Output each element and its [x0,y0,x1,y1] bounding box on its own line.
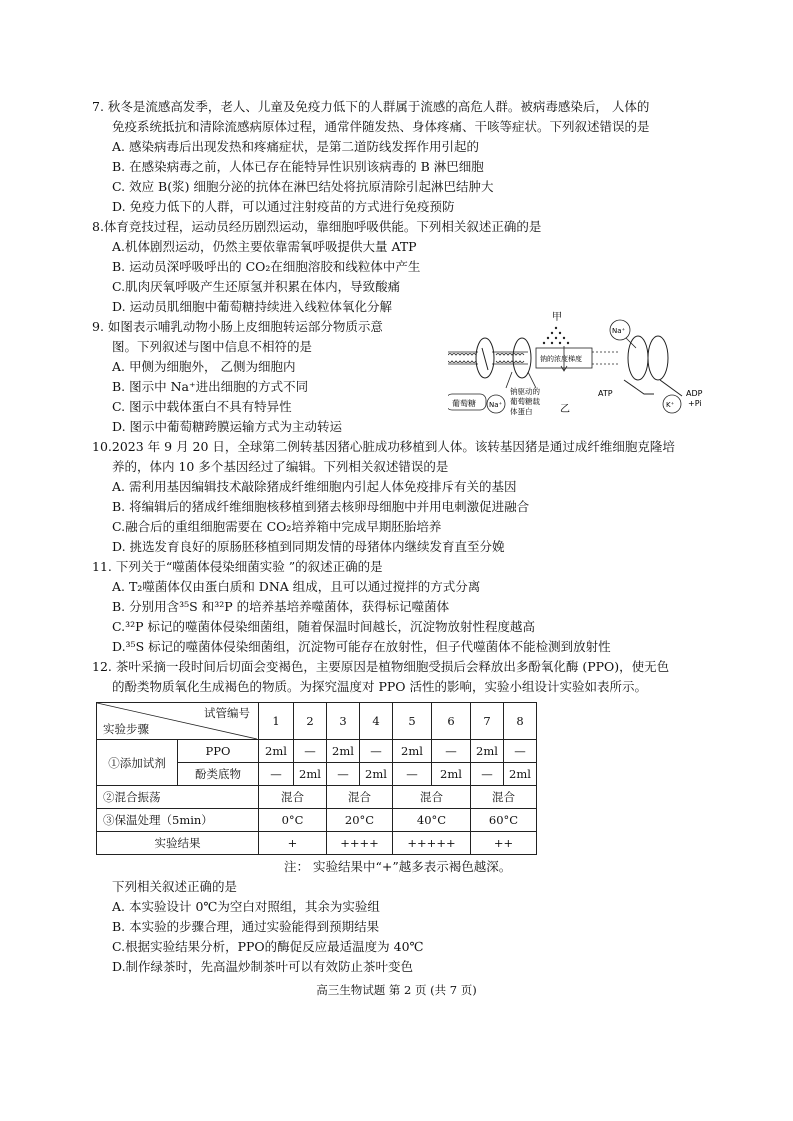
experiment-table [96,702,537,855]
k-label: K⁺ [666,401,675,409]
q10-option-b: B. 将编辑后的猪成纤维细胞核移植到猪去核卵母细胞中并用电刺激促进融合 [112,499,530,514]
q11-option-a: A. T₂噬菌体仅由蛋白质和 DNA 组成，且可以通过搅拌的方式分离 [112,579,481,594]
table-cell: — [294,740,327,763]
q9-membrane-figure [448,308,728,428]
table-cell: ++++ [327,832,393,855]
temp-label: ③保温处理（5min） [97,809,259,832]
q7-stem-2: 免疫系统抵抗和清除流感病原体过程，通常伴随发热、身体疼痛、干咳等症状。下列叙述错误的是 [112,119,650,134]
q9-stem-2: 图。下列叙述与图中信息不相符的是 [112,339,313,354]
fig-label-yi: 乙 [560,404,570,415]
q8-option-c: C.肌肉厌氧呼吸产生还原氢并积累在体内，导致酸痛 [112,279,401,294]
tube-number: 5 [393,703,432,740]
table-cell: — [471,763,504,786]
tube-header: 试管编号 [204,706,250,720]
q11-option-c: C.³²P 标记的噬菌体侵染细菌组，随着保温时间越长，沉淀物放射性程度越高 [112,619,535,634]
table-cell: 2ml [393,740,432,763]
q9-option-a: A. 甲侧为细胞外， 乙侧为细胞内 [112,359,296,374]
q12-option-c: C.根据实验结果分析，PPO的酶促反应最适温度为 40℃ [112,939,424,954]
q8-option-a: A.机体剧烈运动，仍然主要依靠需氧呼吸提供大量 ATP [112,239,417,254]
na-label-top: Na⁺ [612,327,626,335]
table-cell: + [259,832,327,855]
membrane-left [448,352,528,364]
atp-label: ATP [598,389,613,398]
q12-stem-2: 的酚类物质氧化生成褐色的物质。为探究温度对 PPO 活性的影响，实验小组设计实验如表所示。 [112,679,648,694]
ppo-label: PPO [178,740,259,763]
pi-label: +Pi [688,399,702,408]
carrier-label-1: 钠驱动的 [510,387,540,396]
q11-option-b: B. 分别用含³⁵S 和³²P 的培养基培养噬菌体，获得标记噬菌体 [112,599,450,614]
q12-option-a: A. 本实验设计 0℃为空白对照组，其余为实验组 [112,899,380,914]
table-cell: ++ [471,832,537,855]
table-row-ppo [97,740,537,763]
q9-stem-1: 9. 如图表示哺乳动物小肠上皮细胞转运部分物质示意 [92,319,383,334]
table-cell: 20°C [327,809,393,832]
table-cell: 2ml [504,763,537,786]
gradient-label: 钠的浓度梯度 [540,355,582,363]
tube-number: 1 [259,703,294,740]
q10-option-d: D. 挑选发育良好的原肠胚移植到同期发情的母猪体内继续发育直至分娩 [112,539,505,554]
result-label: 实验结果 [97,832,259,855]
table-cell: — [504,740,537,763]
q7-option-d: D. 免疫力低下的人群，可以通过注射疫苗的方式进行免疫预防 [112,199,455,214]
table-cell: 混合 [327,786,393,809]
q9-option-d: D. 图示中葡萄糖跨膜运输方式为主动转运 [112,419,343,434]
phenol-label: 酚类底物 [178,763,259,786]
q8-option-b: B. 运动员深呼吸呼出的 CO₂在细胞溶胶和线粒体中产生 [112,259,421,274]
q7-stem-1: 7. 秋冬是流感高发季，老人、儿童及免疫力低下的人群属于流感的高危人群。被病毒感染后， 人体的 [92,99,650,114]
table-cell: 混合 [259,786,327,809]
q12-option-d: D.制作绿茶时，先高温炒制茶叶可以有效防止茶叶变色 [112,959,414,974]
adp-label: ADP [686,389,703,398]
step-header: 实验步骤 [103,722,149,736]
table-cell: — [393,763,432,786]
table-row-mix [97,786,537,809]
carrier-label-2: 葡萄糖载 [510,397,540,406]
na-label-bottom: Na⁺ [489,401,503,409]
table-header-row [97,703,537,740]
mix-label: ②混合振荡 [97,786,259,809]
table-note: 注： 实验结果中“+”越多表示褐色越深。 [284,859,512,874]
q10-option-c: C.融合后的重组细胞需要在 CO₂培养箱中完成早期胚胎培养 [112,519,442,534]
q12-option-b: B. 本实验的步骤合理，通过实验能得到预期结果 [112,919,380,934]
tube-number: 2 [294,703,327,740]
q9-option-b: B. 图示中 Na⁺进出细胞的方式不同 [112,379,309,394]
table-row-temp [97,809,537,832]
tube-number: 3 [327,703,360,740]
q11-stem: 11. 下列关于“噬菌体侵染细菌实验 ”的叙述正确的是 [92,559,383,574]
carrier-label-3: 体蛋白 [510,407,533,416]
table-cell: — [432,740,471,763]
q10-stem-2: 养的，体内 10 多个基因经过了编辑。下列相关叙述错误的是 [112,459,449,474]
table-cell: +++++ [393,832,471,855]
q12-stem-1: 12. 茶叶采摘一段时间后切面会变褐色，主要原因是植物细胞受损后会释放出多酚氧化酶 (PPO)，使无色 [92,659,670,674]
table-row-result [97,832,537,855]
table-cell: 40°C [393,809,471,832]
header-corner-cell [97,703,259,740]
glucose-label: 葡萄糖 [452,399,476,408]
table-cell: 2ml [432,763,471,786]
page-footer: 高三生物试题 第 2 页 (共 7 页) [316,983,477,997]
table-cell: 混合 [471,786,537,809]
table-cell: 2ml [360,763,393,786]
q11-option-d: D.³⁵S 标记的噬菌体侵染细菌组，沉淀物可能存在放射性，但子代噬菌体不能检测到放射性 [112,639,611,654]
q7-option-b: B. 在感染病毒之前，人体已存在能特异性识别该病毒的 B 淋巴细胞 [112,159,484,174]
table-cell: 2ml [471,740,504,763]
fig-label-jia: 甲 [552,312,562,323]
tube-number: 6 [432,703,471,740]
table-cell: 混合 [393,786,471,809]
tube-number: 7 [471,703,504,740]
q7-option-a: A. 感染病毒后出现发热和疼痛症状，是第二道防线发挥作用引起的 [112,139,479,154]
membrane-right [592,352,618,364]
q10-stem-1: 10.2023 年 9 月 20 日，全球第二例转基因猪心脏成功移植到人体。该转基因猪是通过成纤维细胞克隆培 [92,439,675,454]
tube-number: 8 [504,703,537,740]
q10-option-a: A. 需利用基因编辑技术敲除猪成纤维细胞内引起人体免疫排斥有关的基因 [112,479,517,494]
q8-stem: 8.体育竞技过程，运动员经历剧烈运动，靠细胞呼吸供能。下列相关叙述正确的是 [92,219,542,234]
table-cell: — [327,763,360,786]
table-cell: — [259,763,294,786]
table-cell: 60°C [471,809,537,832]
tube-number: 4 [360,703,393,740]
table-cell: — [360,740,393,763]
q8-option-d: D. 运动员肌细胞中葡萄糖持续进入线粒体氧化分解 [112,299,393,314]
q12-lead: 下列相关叙述正确的是 [112,879,238,894]
sodium-dots [543,327,569,344]
add-reagent-label: ①添加试剂 [97,740,178,786]
q7-option-c: C. 效应 B(浆) 细胞分泌的抗体在淋巴结处将抗原清除引起淋巴结肿大 [112,179,494,194]
table-cell: 2ml [294,763,327,786]
table-cell: 2ml [327,740,360,763]
table-cell: 2ml [259,740,294,763]
q9-option-c: C. 图示中载体蛋白不具有特异性 [112,399,292,414]
table-cell: 0°C [259,809,327,832]
